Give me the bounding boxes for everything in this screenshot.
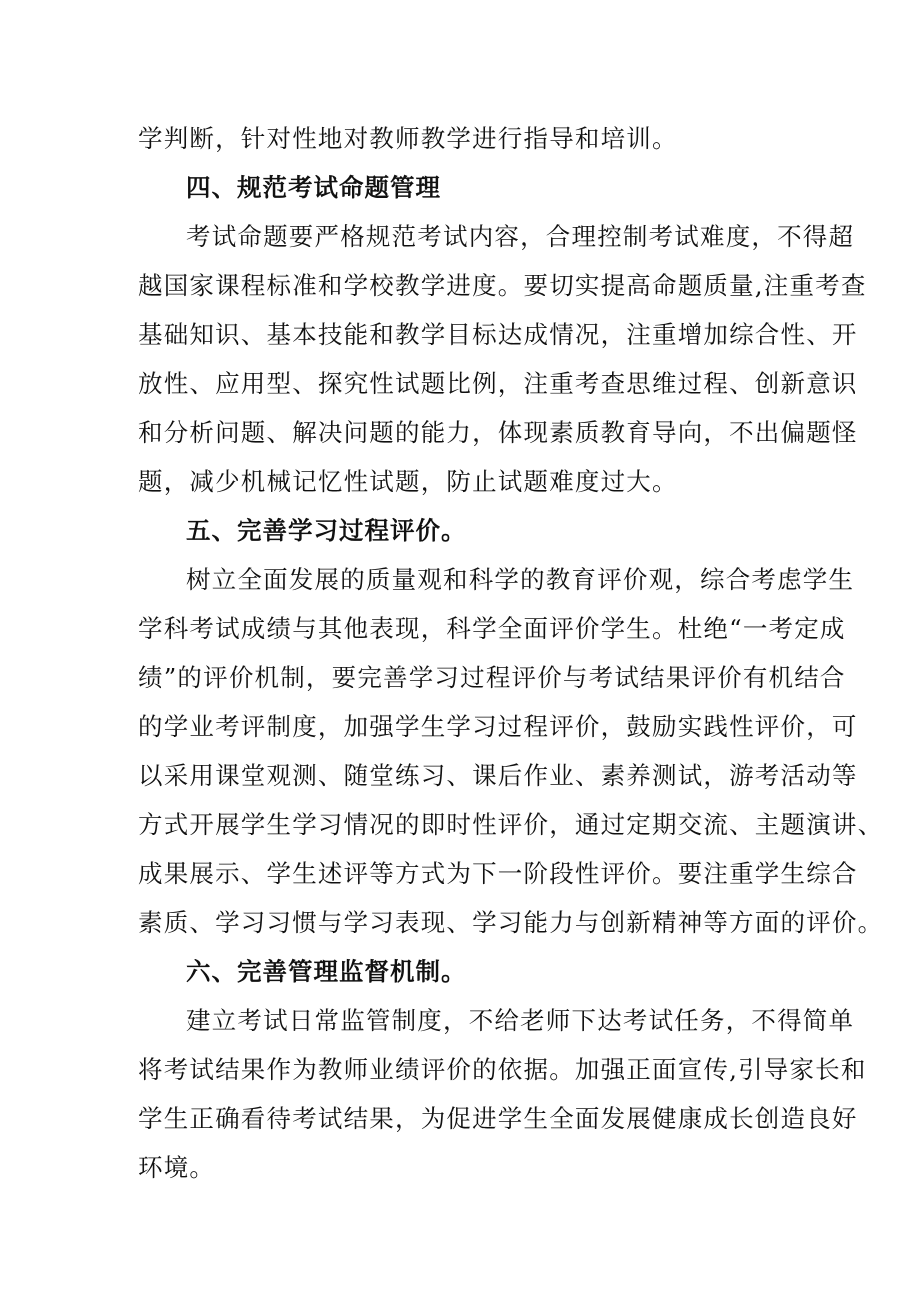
body-text-line: 将考试结果作为教师业绩评价的依据。加强正面宣传,引导家长和 [138, 1055, 867, 1084]
body-text-line: 题，减少机械记忆性试题，防止试题难度过大。 [138, 467, 678, 496]
body-text-line: 和分析问题、解决问题的能力，体现素质教育导向，不出偏题怪 [138, 418, 858, 447]
body-text-line: 成果展示、学生述评等方式为下一阶段性评价。要注重学生综合 [138, 859, 858, 888]
body-text-line: 以采用课堂观测、随堂练习、课后作业、素养测试，游考活动等 [138, 761, 858, 790]
section-heading-5: 五、完善学习过程评价。 [186, 516, 467, 545]
body-text-line: 环境。 [138, 1153, 216, 1182]
body-text-line: 学判断，针对性地对教师教学进行指导和培训。 [138, 124, 678, 153]
body-text-line: 学科考试成绩与其他表现，科学全面评价学生。杜绝“一考定成 [138, 614, 846, 643]
body-text-line: 学生正确看待考试结果，为促进学生全面发展健康成长创造良好 [138, 1104, 858, 1133]
body-text-line: 建立考试日常监管制度，不给老师下达考试任务，不得简单 [186, 1006, 855, 1035]
body-text-line: 越国家课程标准和学校教学进度。要切实提高命题质量,注重考查 [138, 271, 867, 300]
body-text-line: 素质、学习习惯与学习表现、学习能力与创新精神等方面的评价。 [138, 908, 884, 937]
section-heading-4: 四、规范考试命题管理 [186, 173, 441, 202]
body-text-line: 放性、应用型、探究性试题比例，注重考查思维过程、创新意识 [138, 369, 858, 398]
body-text-line: 树立全面发展的质量观和科学的教育评价观，综合考虑学生 [186, 565, 855, 594]
body-text-line: 绩”的评价机制，要完善学习过程评价与考试结果评价有机结合 [138, 663, 846, 692]
body-text-line: 基础知识、基本技能和教学目标达成情况，注重增加综合性、开 [138, 320, 858, 349]
body-text-line: 的学业考评制度，加强学生学习过程评价，鼓励实践性评价，可 [138, 712, 858, 741]
body-text-line: 方式开展学生学习情况的即时性评价，通过定期交流、主题演讲、 [138, 810, 884, 839]
body-text-line: 考试命题要严格规范考试内容，合理控制考试难度，不得超 [186, 222, 855, 251]
section-heading-6: 六、完善管理监督机制。 [186, 957, 467, 986]
